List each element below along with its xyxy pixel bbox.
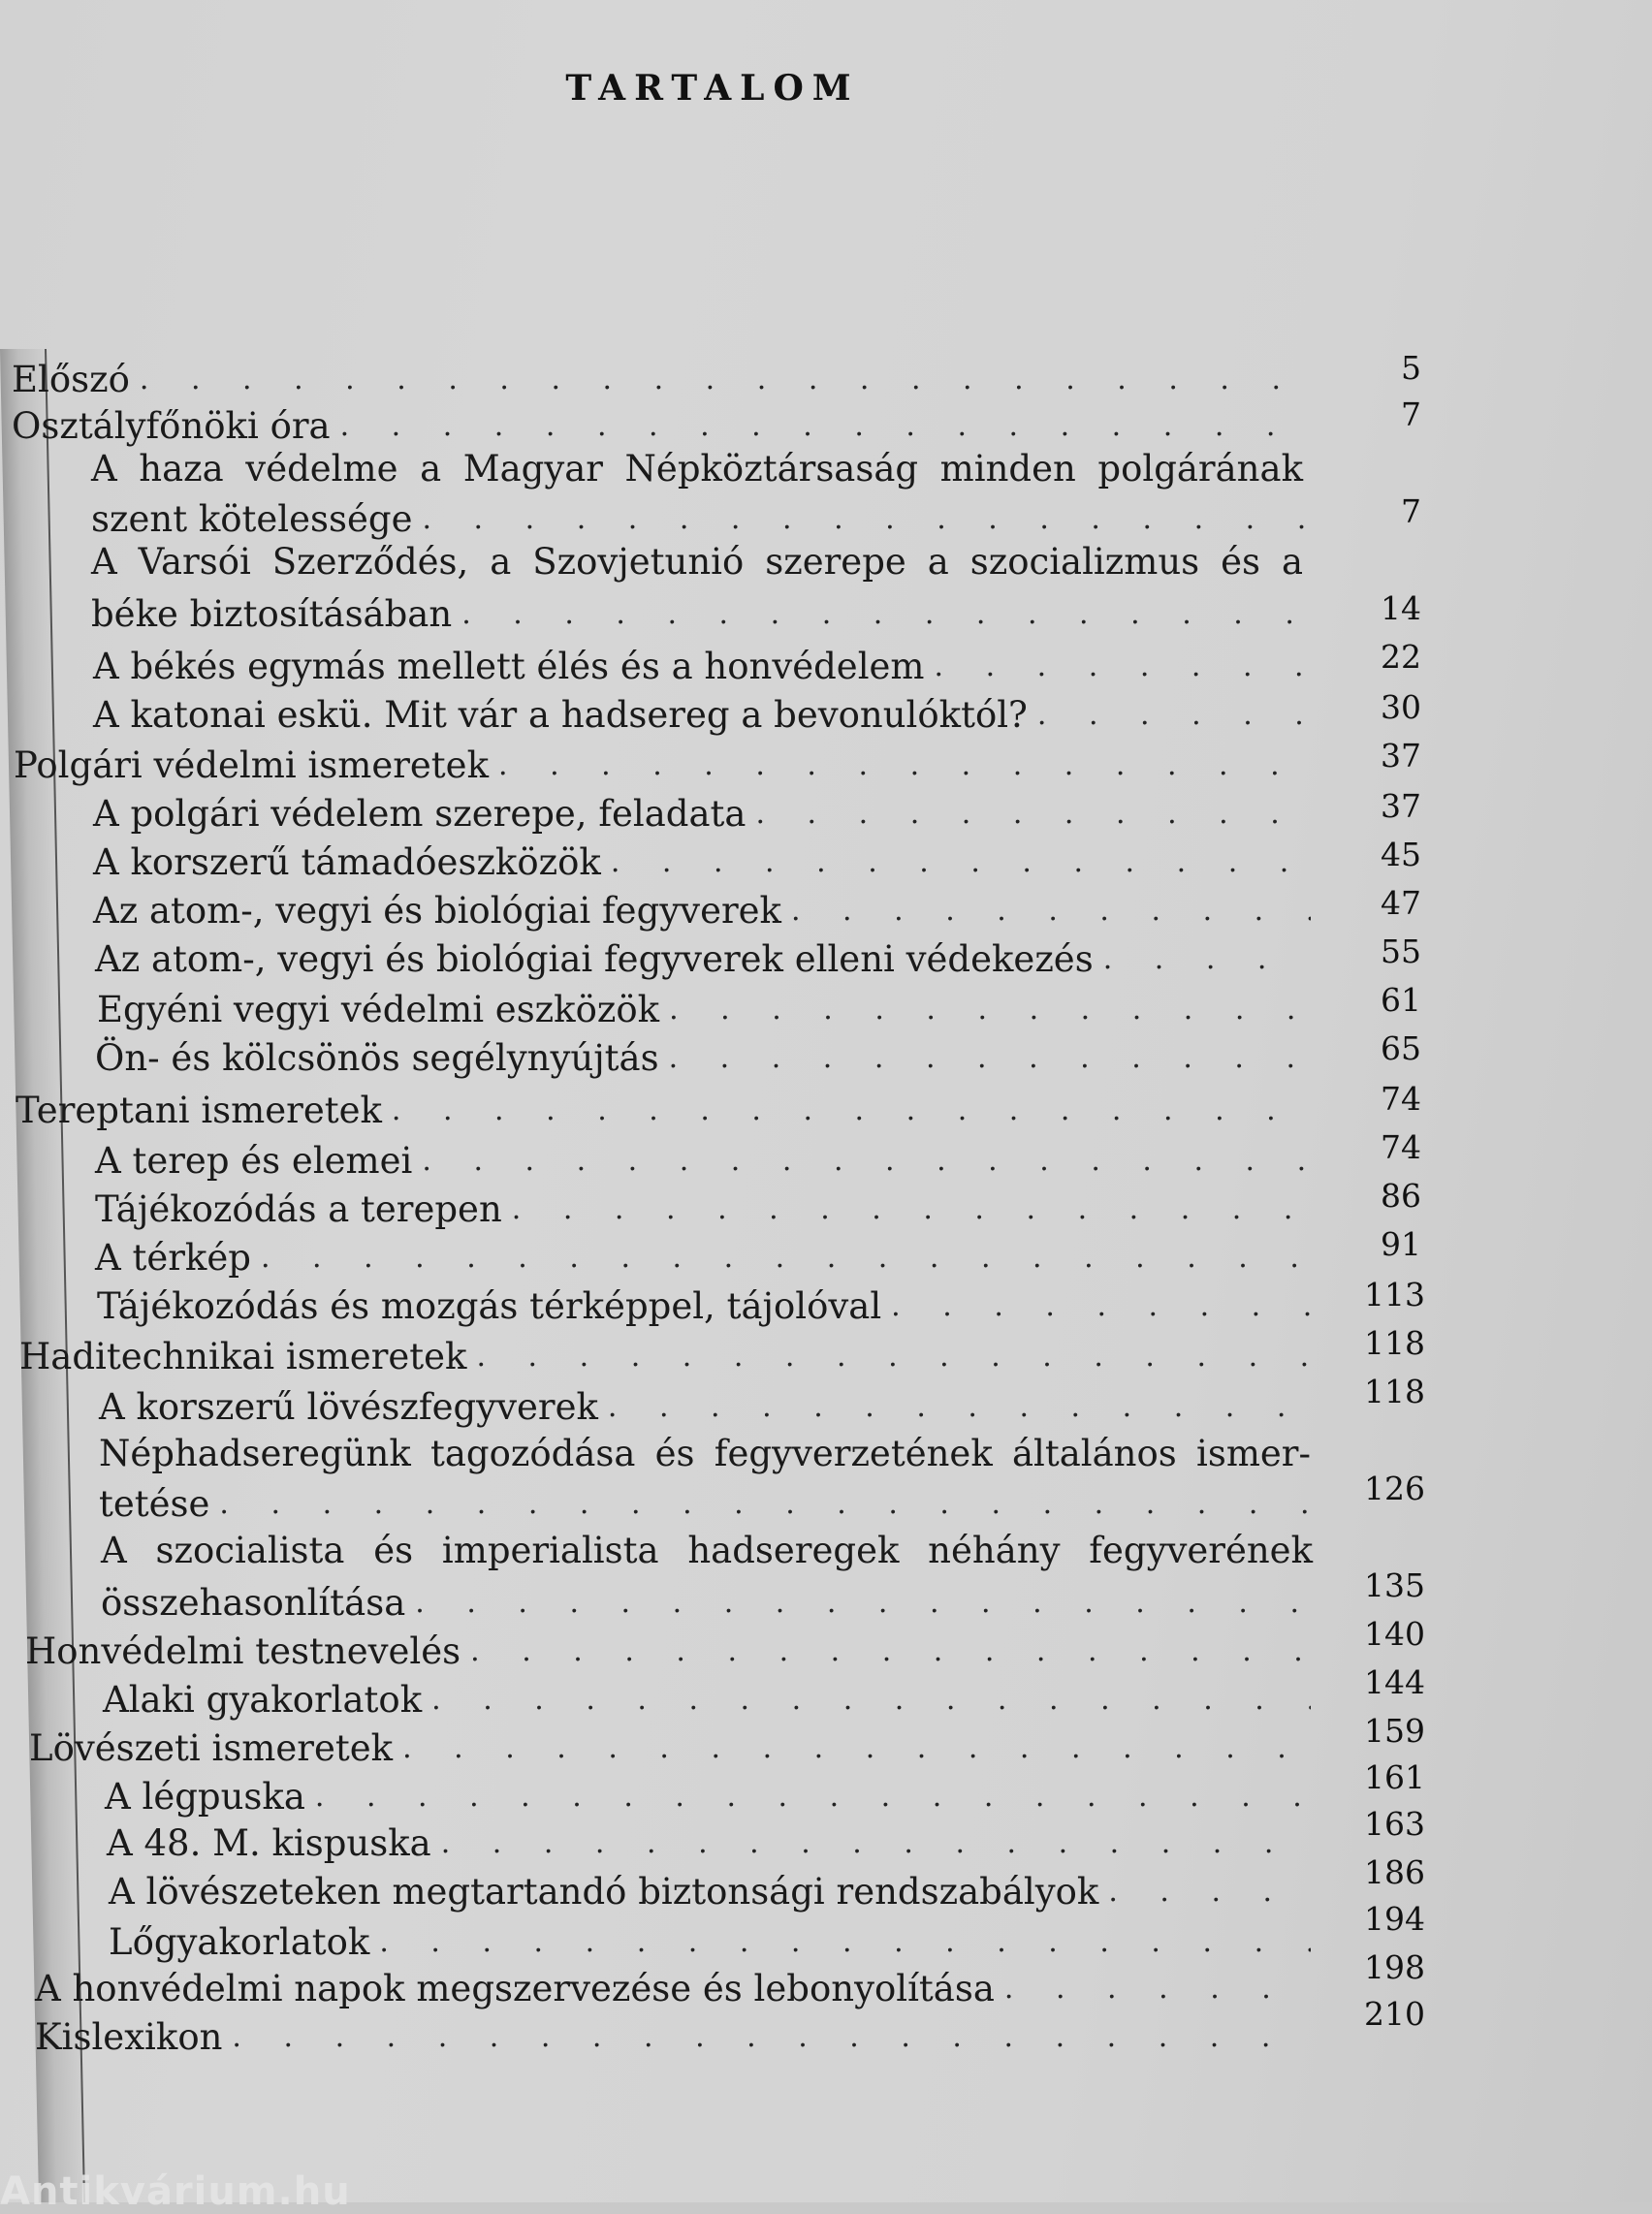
toc-page-number: 74 (1381, 1080, 1421, 1118)
toc-entry-label: Tájékozódás és mozgás térképpel, tájolóval (97, 1285, 882, 1327)
toc-entry (93, 793, 1311, 836)
toc-entry-label-line1: A szocialista és imperialista hadseregek néhány fegyverének (101, 1530, 1313, 1571)
leader-dots (452, 593, 1311, 636)
toc-entry (97, 989, 1311, 1031)
toc-entry (35, 1968, 1311, 2010)
toc-entry-label: A lövészeteken megtartandó biztonsági rendszabályok (109, 1871, 1099, 1913)
toc-entry (91, 498, 1311, 541)
toc-entry-label: Haditechnikai ismeretek (19, 1336, 467, 1377)
toc-entry (99, 1483, 1311, 1526)
watermark-text: Antikvárium.hu (0, 2169, 351, 2214)
toc-entry (91, 593, 1311, 636)
toc-entry-label: A katonai eskü. Mit vár a hadsereg a bevonulóktól? (93, 694, 1028, 736)
toc-page-number: 45 (1381, 836, 1421, 873)
leader-dots (881, 1285, 1311, 1328)
toc-entry-label-line1: A Varsói Szerződés, a Szovjetunió szerepe a szocializmus és a (91, 541, 1303, 583)
toc-entry-label: béke biztosításában (91, 593, 453, 635)
toc-page-number: 91 (1381, 1225, 1421, 1263)
leader-dots (331, 405, 1311, 448)
toc-page-number: 161 (1364, 1758, 1425, 1796)
toc-entry (95, 1237, 1311, 1280)
leader-dots (412, 498, 1311, 541)
toc-entry-label: Az atom-, vegyi és biológiai fegyverek (93, 890, 781, 932)
leader-dots (1028, 694, 1311, 737)
toc-entry-label: Előszó (12, 359, 130, 400)
toc-entry (109, 1871, 1311, 1914)
toc-page-number: 140 (1364, 1615, 1425, 1653)
toc-entry-label: Honvédelmi testnevelés (25, 1630, 461, 1672)
toc-entry (95, 938, 1311, 981)
toc-entry (35, 2016, 1311, 2059)
toc-page-number: 86 (1381, 1177, 1421, 1215)
leader-dots (412, 1140, 1311, 1183)
toc-entry-label: Ön- és kölcsönös segélynyújtás (95, 1037, 659, 1079)
toc-page-number: 194 (1364, 1900, 1425, 1938)
toc-page-number: 14 (1381, 589, 1421, 627)
leader-dots (502, 1188, 1311, 1231)
toc-page-number: 74 (1381, 1128, 1421, 1166)
leader-dots (130, 359, 1311, 401)
toc-entry-label: Lövészeti ismeretek (29, 1727, 394, 1769)
toc-page-number: 5 (1401, 349, 1421, 387)
toc-entry (95, 1188, 1311, 1231)
toc-page-number: 186 (1364, 1853, 1425, 1891)
leader-dots (251, 1237, 1311, 1280)
toc-entry-label: A korszerű támadóeszközök (93, 841, 601, 883)
toc-page-number: 113 (1364, 1276, 1425, 1313)
toc-entry-label: A térkép (95, 1237, 251, 1279)
toc-entry (95, 1037, 1311, 1080)
toc-entry (93, 890, 1311, 933)
leader-dots (422, 1679, 1311, 1722)
toc-page-number: 7 (1401, 395, 1421, 433)
leader-dots (659, 989, 1311, 1031)
leader-dots (431, 1822, 1311, 1865)
toc-entry-label: Kislexikon (35, 2016, 223, 2058)
leader-dots (489, 744, 1311, 787)
leader-dots (393, 1727, 1311, 1770)
leader-dots (925, 646, 1311, 688)
toc-entry-label: összehasonlítása (101, 1582, 406, 1624)
toc-page-number: 144 (1364, 1663, 1425, 1701)
leader-dots (598, 1386, 1311, 1429)
leader-dots (405, 1582, 1311, 1625)
leader-dots (305, 1776, 1311, 1819)
toc-entry-label: Tereptani ismeretek (16, 1090, 382, 1131)
toc-page-number: 65 (1381, 1029, 1421, 1067)
toc-entry (12, 359, 1311, 401)
leader-dots (461, 1630, 1311, 1673)
leader-dots (1098, 1871, 1311, 1914)
leader-dots (995, 1968, 1311, 2010)
toc-entry-label: Az atom-, vegyi és biológiai fegyverek elleni védekezés (95, 938, 1094, 980)
toc-entry (101, 1582, 1311, 1625)
toc-entry-label: A 48. M. kispuska (107, 1822, 431, 1864)
toc-page-number: 55 (1381, 933, 1421, 970)
toc-entry (93, 646, 1311, 688)
toc-entry (12, 405, 1311, 448)
toc-entry-label: A békés egymás mellett élés és a honvédelem (93, 646, 925, 687)
toc-page-number: 163 (1364, 1805, 1425, 1843)
toc-page-number: 210 (1364, 1995, 1425, 2033)
toc-entry-label: A korszerű lövészfegyverek (99, 1386, 598, 1428)
leader-dots (466, 1336, 1311, 1378)
toc-page-number: 7 (1401, 492, 1421, 530)
leader-dots (222, 2016, 1311, 2059)
toc-entry (25, 1630, 1311, 1673)
toc-entry (93, 694, 1311, 737)
toc-entry (95, 1140, 1311, 1183)
leader-dots (369, 1921, 1311, 1964)
leader-dots (746, 793, 1311, 836)
toc-entry (105, 1776, 1311, 1819)
toc-entry-label: A légpuska (105, 1776, 305, 1818)
toc-entry (97, 1285, 1311, 1328)
toc-entry-label: Alaki gyakorlatok (103, 1679, 423, 1721)
toc-entry-label: Polgári védelmi ismeretek (14, 744, 489, 786)
toc-page-number: 118 (1364, 1324, 1425, 1362)
toc-entry (16, 1090, 1311, 1132)
toc-page-number: 37 (1381, 737, 1421, 775)
toc-page-number: 30 (1381, 688, 1421, 726)
toc-page-number: 22 (1381, 638, 1421, 676)
leader-dots (659, 1037, 1311, 1080)
toc-entry-label: A polgári védelem szerepe, feladata (93, 793, 747, 835)
toc-entry (109, 1921, 1311, 1964)
toc-entry-label: szent kötelessége (91, 498, 413, 540)
toc-entry-label: A honvédelmi napok megszervezése és lebonyolítása (35, 1968, 995, 2009)
toc-entry (93, 841, 1311, 884)
toc-entry-label: Tájékozódás a terepen (95, 1188, 502, 1230)
toc-entry-label: Osztályfőnöki óra (12, 405, 331, 447)
leader-dots (1094, 938, 1311, 981)
toc-page-number: 126 (1364, 1470, 1425, 1507)
toc-entry (103, 1679, 1311, 1722)
toc-page-number: 159 (1364, 1712, 1425, 1750)
leader-dots (781, 890, 1311, 933)
page-title: TARTALOM (565, 68, 860, 109)
toc-entry (29, 1727, 1311, 1770)
toc-entry-label: Lőgyakorlatok (109, 1921, 370, 1963)
toc-page-number: 61 (1381, 981, 1421, 1019)
toc-entry (19, 1336, 1311, 1378)
leader-dots (601, 841, 1311, 884)
toc-entry-label: A terep és elemei (95, 1140, 413, 1182)
leader-dots (382, 1090, 1311, 1132)
toc-page-number: 37 (1381, 787, 1421, 825)
toc-entry-label: tetése (99, 1483, 210, 1525)
toc-page-number: 118 (1364, 1373, 1425, 1410)
toc-page-number: 135 (1364, 1566, 1425, 1604)
toc-entry (14, 744, 1311, 787)
toc-page-number: 198 (1364, 1948, 1425, 1986)
toc-page-number: 47 (1381, 884, 1421, 922)
toc-entry-label-line1: A haza védelme a Magyar Népköztársaság minden polgárának (91, 448, 1303, 490)
toc-entry (107, 1822, 1311, 1865)
toc-entry-label: Egyéni vegyi védelmi eszközök (97, 989, 660, 1030)
leader-dots (209, 1483, 1311, 1526)
toc-entry-label-line1: Néphadseregünk tagozódása és fegyverzetének általános ismer- (99, 1433, 1311, 1474)
toc-entry (99, 1386, 1311, 1429)
